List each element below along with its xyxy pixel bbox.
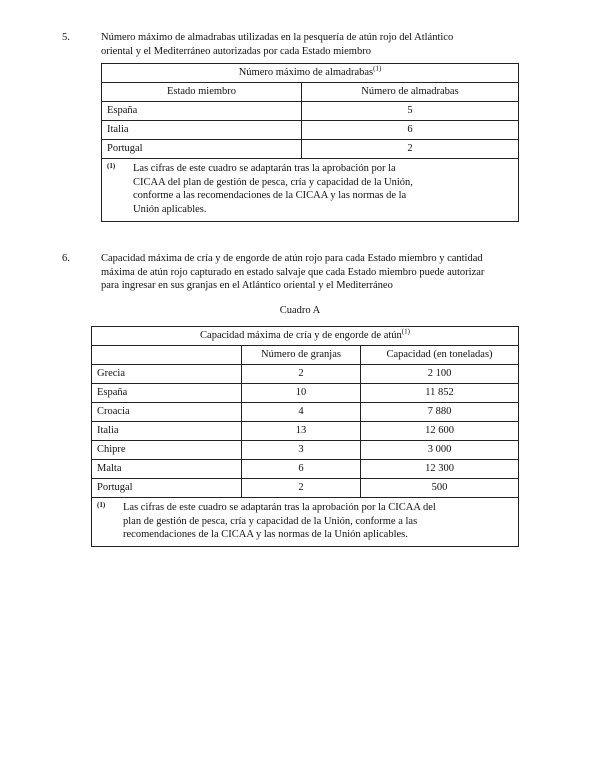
cell-farms: 3 <box>242 441 361 460</box>
cell-farms: 6 <box>242 460 361 479</box>
capacity-table-title: Capacidad máxima de cría y de engorde de atún$^{(1)}$ <box>92 327 519 346</box>
footnote-line: Las cifras de este cuadro se adaptarán tras la aprobación por la <box>133 163 396 174</box>
column-header-farms: Número de granjas <box>242 346 361 365</box>
cell-capacity: 12 300 <box>361 460 519 479</box>
footnote-text <box>133 162 413 217</box>
footnote-ref: (1) <box>373 64 382 73</box>
table-row <box>92 422 519 441</box>
cell-state: Portugal <box>92 479 242 498</box>
capacity-footnote <box>92 498 519 547</box>
table-row <box>102 102 519 121</box>
cell-farms: 2 <box>242 479 361 498</box>
cell-farms: 2 <box>242 365 361 384</box>
column-header-count: Número de almadrabas <box>302 83 519 102</box>
footnote-line: Las cifras de este cuadro se adaptarán tras la aprobación por la CICAA del <box>123 502 436 513</box>
capacity-table <box>91 326 519 547</box>
footnote-line: recomendaciones de la CICAA y las normas de la Unión aplicables. <box>123 529 408 541</box>
cell-state: Croacia <box>92 403 242 422</box>
cell-state: España <box>92 384 242 403</box>
cell-state: Grecia <box>92 365 242 384</box>
footnote-ref: (1) <box>401 327 410 336</box>
cell-capacity: 3 000 <box>361 441 519 460</box>
footnote-mark: (1) <box>97 501 106 509</box>
almadrabas-table <box>101 63 519 222</box>
column-header-state: Estado miembro <box>102 83 302 102</box>
almadrabas-footnote <box>102 159 519 222</box>
section-6-number: 6. <box>62 253 70 264</box>
cell-state: Italia <box>102 121 302 140</box>
table-row <box>92 403 519 422</box>
cell-state: Portugal <box>102 140 302 159</box>
cell-farms: 10 <box>242 384 361 403</box>
cell-capacity: 2 100 <box>361 365 519 384</box>
table-row <box>102 121 519 140</box>
cell-state: Malta <box>92 460 242 479</box>
cell-farms: 13 <box>242 422 361 441</box>
cell-capacity: 7 880 <box>361 403 519 422</box>
section-5-number: 5. <box>62 32 70 43</box>
cell-capacity: 12 600 <box>361 422 519 441</box>
footnote-line: conforme a las recomendaciones de la CICAA y las normas de la <box>133 190 407 202</box>
column-header-capacity: Capacidad (en toneladas) <box>361 346 519 365</box>
cell-capacity: 500 <box>361 479 519 498</box>
cell-capacity: 11 852 <box>361 384 519 403</box>
footnote-text <box>123 501 436 542</box>
cell-farms: 4 <box>242 403 361 422</box>
table-row <box>92 441 519 460</box>
column-header-state <box>92 346 242 365</box>
footnote-line: CICAA del plan de gestión de pesca, cría y capacidad de la Unión, <box>133 176 413 188</box>
cell-count: 5 <box>302 102 519 121</box>
section-6-heading-line: máxima de atún rojo capturado en estado salvaje que cada Estado miembro puede autorizar <box>101 266 485 278</box>
cell-state: Chipre <box>92 441 242 460</box>
footnote-line: plan de gestión de pesca, cría y capacidad de la Unión, conforme a las <box>123 515 418 527</box>
table-caption: Cuadro A <box>279 305 321 316</box>
section-6-heading-line: Capacidad máxima de cría y de engorde de atún rojo para cada Estado miembro y cantidad <box>101 253 483 264</box>
cell-state: España <box>102 102 302 121</box>
almadrabas-table-title: Número máximo de almadrabas$^{(1)}$ <box>102 64 519 83</box>
cell-count: 2 <box>302 140 519 159</box>
footnote-line: Unión aplicables. <box>133 203 207 215</box>
cell-state: Italia <box>92 422 242 441</box>
section-5-heading-line: oriental y el Mediterráneo autorizadas por cada Estado miembro <box>101 45 371 57</box>
section-6-heading-line: para ingresar en sus granjas en el Atlántico oriental y el Mediterráneo <box>101 280 393 292</box>
cell-count: 6 <box>302 121 519 140</box>
table-row <box>92 384 519 403</box>
table-row <box>102 140 519 159</box>
table-row <box>92 479 519 498</box>
footnote-mark: (1) <box>107 162 116 170</box>
section-5-heading <box>101 31 521 58</box>
section-6-heading <box>101 252 521 293</box>
section-5-heading-line: Número máximo de almadrabas utilizadas en la pesquería de atún rojo del Atlántico <box>101 32 454 43</box>
table-row <box>92 365 519 384</box>
table-row <box>92 460 519 479</box>
